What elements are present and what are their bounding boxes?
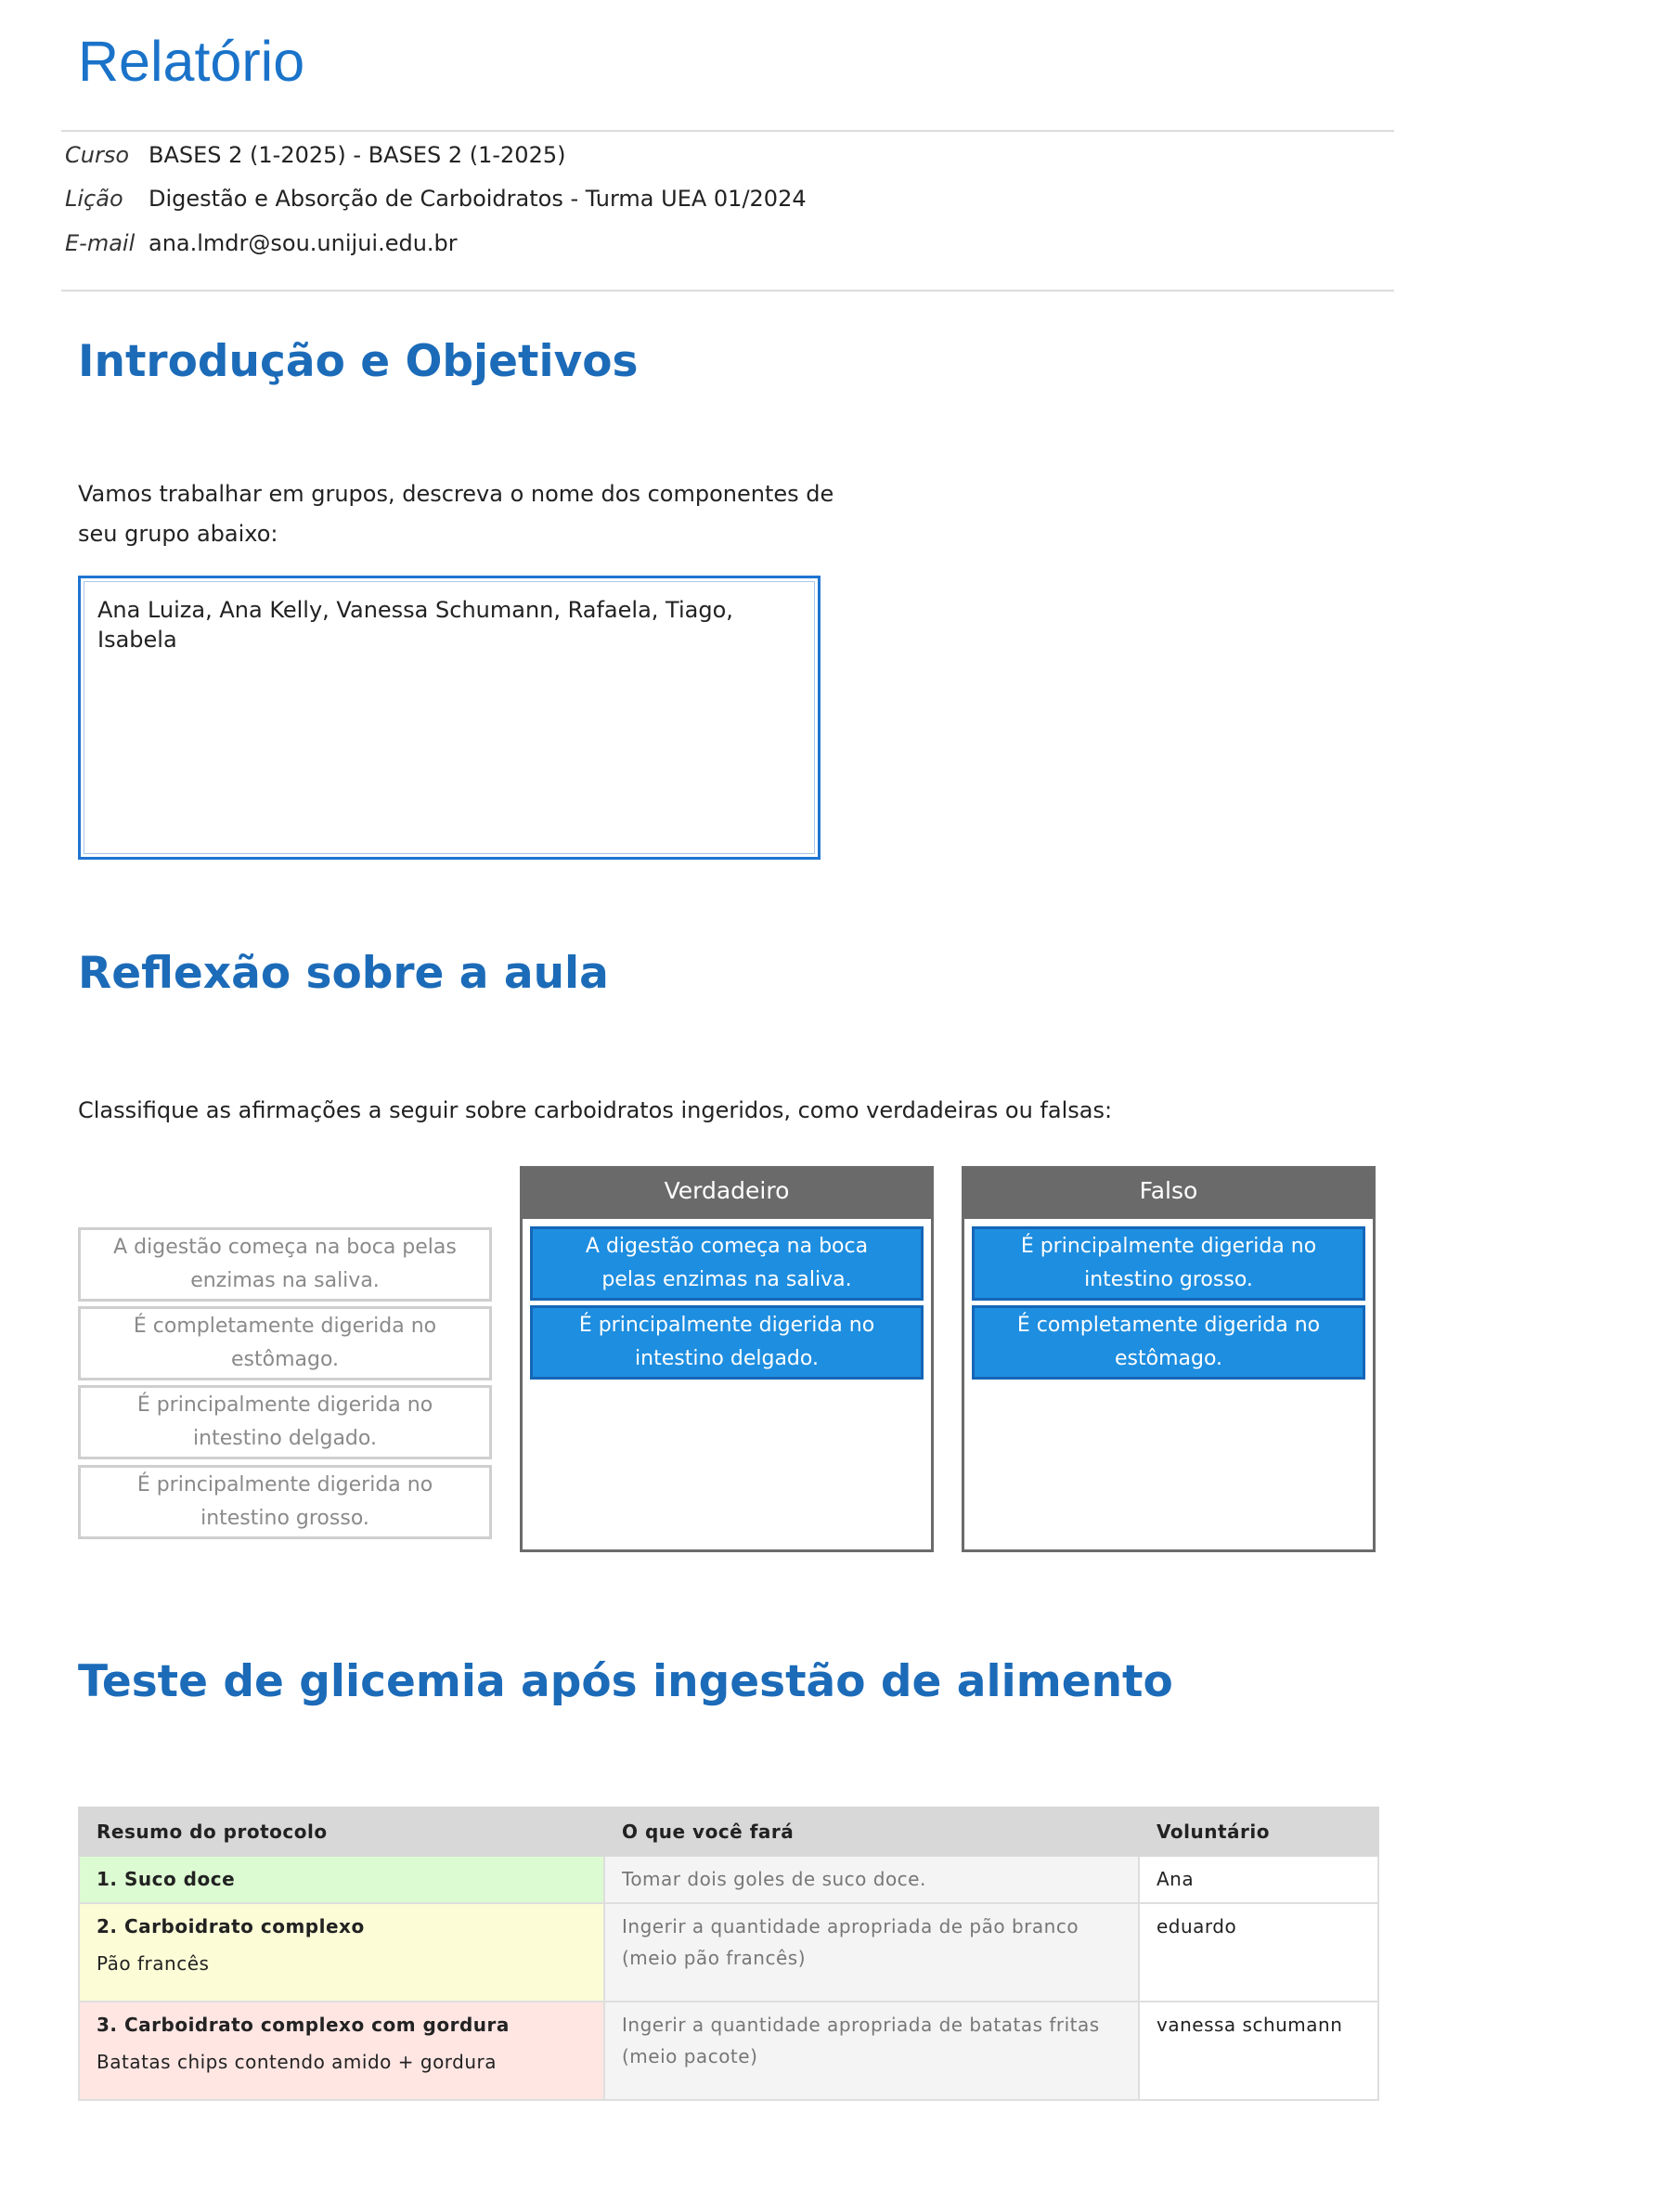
bucket-true[interactable] [520, 1166, 934, 1552]
meta-label: E-mail [65, 230, 136, 256]
meta-value: ana.lmdr@sou.unijui.edu.br [149, 230, 458, 256]
page-title: Relatório [78, 30, 305, 93]
section-heading-glycemia: Teste de glicemia após ingestão de alimento [78, 1656, 1173, 1707]
protocol-title: 1. Suco doce [97, 1868, 236, 1890]
column-header: Resumo do protocolo [79, 1808, 604, 1856]
statement-card[interactable]: É completamente digerida no estômago. [78, 1306, 492, 1380]
meta-divider [61, 290, 1394, 292]
statement-card[interactable]: É principalmente digerida no intestino grosso. [78, 1465, 492, 1539]
volunteer-cell[interactable] [1139, 2002, 1378, 2100]
volunteer-name: vanessa schumann [1157, 2014, 1343, 2036]
bucket-item[interactable]: É principalmente digerida no intestino delgado. [530, 1305, 924, 1380]
meta-row-lesson [65, 183, 807, 214]
protocol-table [78, 1807, 1379, 2101]
meta-label: Lição [65, 186, 123, 212]
protocol-subtitle: Pão francês [97, 1952, 210, 1975]
group-members-answer[interactable]: Ana Luiza, Ana Kelly, Vanessa Schumann, Rafaela, Tiago, Isabela [84, 581, 815, 854]
protocol-cell [79, 2002, 604, 2100]
meta-value: BASES 2 (1-2025) - BASES 2 (1-2025) [149, 142, 566, 168]
reflection-prompt: Classifique as afirmações a seguir sobre carboidratos ingeridos, como verdadeiras ou falsas: [78, 1097, 1113, 1123]
header-divider [61, 130, 1394, 132]
statement-card[interactable]: A digestão começa na boca pelas enzimas na saliva. [78, 1227, 492, 1302]
table-row [79, 2002, 1378, 2100]
volunteer-name: eduardo [1157, 1915, 1237, 1937]
table-header-row [79, 1808, 1378, 1856]
protocol-title: 3. Carboidrato complexo com gordura [97, 2014, 510, 2036]
bucket-header-false: Falso [964, 1169, 1373, 1219]
bucket-false[interactable] [962, 1166, 1376, 1552]
action-cell [604, 2002, 1139, 2100]
protocol-cell [79, 1856, 604, 1903]
volunteer-name: Ana [1157, 1868, 1195, 1890]
protocol-cell [79, 1903, 604, 2002]
volunteer-cell[interactable] [1139, 1903, 1378, 2002]
bucket-header-true: Verdadeiro [523, 1169, 931, 1219]
meta-row-email [65, 227, 458, 259]
section-heading-intro: Introdução e Objetivos [78, 336, 639, 387]
column-header: Voluntário [1139, 1808, 1378, 1856]
column-header: O que você fará [604, 1808, 1139, 1856]
table-row [79, 1903, 1378, 2002]
group-members-textarea[interactable] [78, 576, 821, 860]
action-text: Ingerir a quantidade apropriada de pão branco (meio pão francês) [622, 1915, 1079, 1969]
action-cell [604, 1856, 1139, 1903]
bucket-item[interactable]: É principalmente digerida no intestino grosso. [972, 1226, 1365, 1301]
intro-prompt-line2: seu grupo abaixo: [78, 521, 278, 547]
meta-label: Curso [65, 142, 130, 168]
intro-prompt-line1: Vamos trabalhar em grupos, descreva o nome dos componentes de [78, 481, 834, 507]
action-text: Tomar dois goles de suco doce. [622, 1868, 926, 1890]
bucket-item[interactable]: A digestão começa na boca pelas enzimas na saliva. [530, 1226, 924, 1301]
action-text: Ingerir a quantidade apropriada de batatas fritas (meio pacote) [622, 2014, 1100, 2067]
bucket-item[interactable]: É completamente digerida no estômago. [972, 1305, 1365, 1380]
protocol-title: 2. Carboidrato complexo [97, 1915, 365, 1937]
action-cell [604, 1903, 1139, 2002]
meta-value: Digestão e Absorção de Carboidratos - Turma UEA 01/2024 [149, 186, 807, 212]
section-heading-reflection: Reflexão sobre a aula [78, 948, 609, 999]
meta-row-course [65, 139, 565, 171]
protocol-subtitle: Batatas chips contendo amido + gordura [97, 2051, 498, 2073]
statement-card[interactable]: É principalmente digerida no intestino delgado. [78, 1385, 492, 1459]
volunteer-cell[interactable] [1139, 1856, 1378, 1903]
table-row [79, 1856, 1378, 1903]
